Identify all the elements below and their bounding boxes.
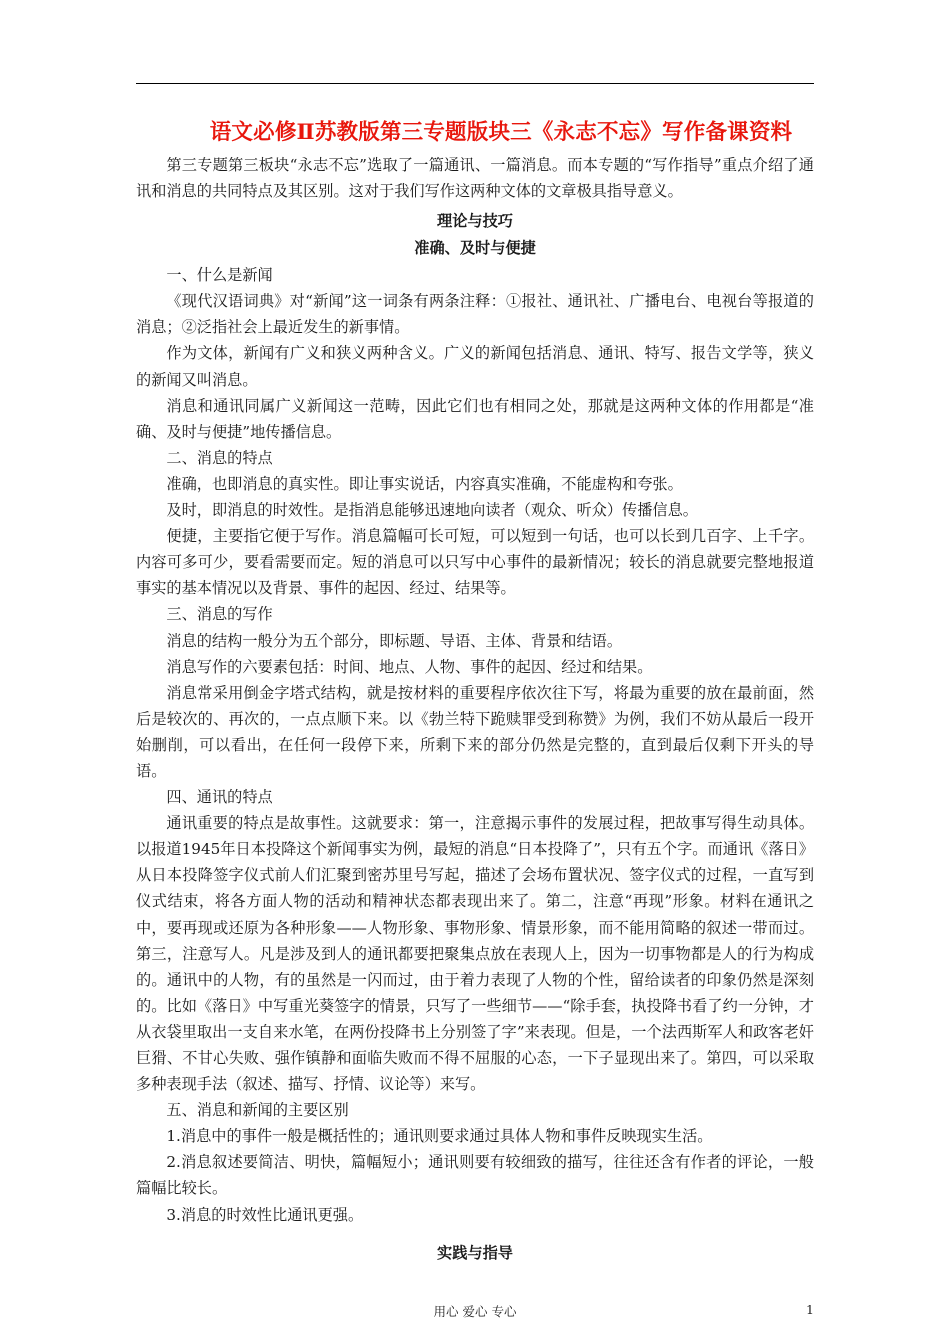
section-heading-practice: 实践与指导 (437, 1243, 513, 1262)
document-title: 语文必修Ⅱ苏教版第三专题版块三《永志不忘》写作备课资料 (209, 120, 793, 145)
subheading-news-writing: 三、消息的写作 (166, 605, 273, 624)
subheading-report-features: 四、通讯的特点 (166, 788, 273, 807)
subheading-main-differences: 五、消息和新闻的主要区别 (166, 1101, 349, 1120)
subheading-what-is-news: 一、什么是新闻 (166, 266, 273, 285)
page-number: 1 (806, 1302, 814, 1317)
body-paragraph: 便捷，主要指它便于写作。消息篇幅可长可短，可以短到一句话，也可以长到几百字、上千字。内容可多可少，要看需要而定。短的消息可以只写中心事件的最新情况；较长的消息就要完整地报道事实的基本情况以及背景、事件的起因、经过、结果等。 (136, 527, 814, 598)
document-body (136, 116, 814, 1267)
body-paragraph: 作为文体，新闻有广义和狭义两种含义。广义的新闻包括消息、通讯、特写、报告文学等，狭义的新闻又叫消息。 (136, 344, 814, 389)
section-subheading-accuracy: 准确、及时与便捷 (414, 239, 536, 258)
list-item: 2.消息叙述要简洁、明快，篇幅短小；通讯则要有较细致的描写，往往还含有作者的评论，一般篇幅比较长。 (136, 1153, 814, 1198)
section-heading-theory: 理论与技巧 (437, 212, 513, 231)
body-paragraph: 及时，即消息的时效性。是指消息能够迅速地向读者（观众、听众）传播信息。 (166, 501, 698, 520)
body-paragraph: 准确，也即消息的真实性。即让事实说话，内容真实准确，不能虚构和夸张。 (166, 474, 683, 493)
list-item: 1.消息中的事件一般是概括性的；通讯则要求通过具体人物和事件反映现实生活。 (166, 1127, 713, 1146)
header-rule (136, 83, 814, 84)
body-paragraph: 通讯重要的特点是故事性。这就要求：第一，注意揭示事件的发展过程，把故事写得生动具体。以报道1945年日本投降这个新闻事实为例，最短的消息“日本投降了”，只有五个字。而通讯《落日》从日本投降签字仪式前人们汇聚到密苏里号写起，描述了会场布置状况、签字仪式的过程，一直写到仪式结束，将各方面人物的活动和精神状态都表现出来了。第二，注意“再现”形象。材料在通讯之中，要再现或还原为各种形象——人物形象、事物形象、情景形象，而不能用简略的叙述一带而过。第三，注意写人。凡是涉及到人的通讯都要把聚集点放在表现人上，因为一切事物都是人的行为构成的。通讯中的人物，有的虽然是一闪而过，由于着力表现了人物的个性，留给读者的印象仍然是深刻的。比如《落日》中写重光葵签字的情景，只写了一些细节——“除手套，执投降书看了约一分钟，才从衣袋里取出一支自来水笔，在两份投降书上分别签了字”来表现。但是，一个法西斯军人和政客老奸巨猾、不甘心失败、强作镇静和面临失败而不得不屈服的心态，一下子显现出来了。第四，可以采取多种表现手法（叙述、描写、抒情、议论等）来写。 (136, 814, 814, 1094)
intro-paragraph: 第三专题第三板块“永志不忘”选取了一篇通讯、一篇消息。而本专题的“写作指导”重点介绍了通讯和消息的共同特点及其区别。这对于我们写作这两种文体的文章极具指导意义。 (136, 156, 814, 201)
body-paragraph: 消息写作的六要素包括：时间、地点、人物、事件的起因、经过和结果。 (166, 657, 653, 676)
body-paragraph: 消息常采用倒金字塔式结构，就是按材料的重要程序依次往下写，将最为重要的放在最前面，然后是较次的、再次的，一点点顺下来。以《勃兰特下跪赎罪受到称赞》为例，我们不妨从最后一段开始删削，可以看出，在任何一段停下来，所剩下来的部分仍然是完整的，直到最后仅剩下开头的导语。 (136, 683, 814, 780)
subheading-news-features: 二、消息的特点 (166, 448, 273, 467)
list-item: 3.消息的时效性比通讯更强。 (166, 1205, 364, 1224)
body-paragraph: 消息和通讯同属广义新闻这一范畴，因此它们也有相同之处，那就是这两种文体的作用都是“准确、及时与便捷”地传播信息。 (136, 396, 814, 441)
body-paragraph: 《现代汉语词典》对“新闻”这一词条有两条注释：①报社、通讯社、广播电台、电视台等报道的消息；②泛指社会上最近发生的新事情。 (136, 292, 814, 337)
body-paragraph: 消息的结构一般分为五个部分，即标题、导语、主体、背景和结语。 (166, 631, 623, 650)
footer-motto: 用心 爱心 专心 (433, 1304, 517, 1319)
